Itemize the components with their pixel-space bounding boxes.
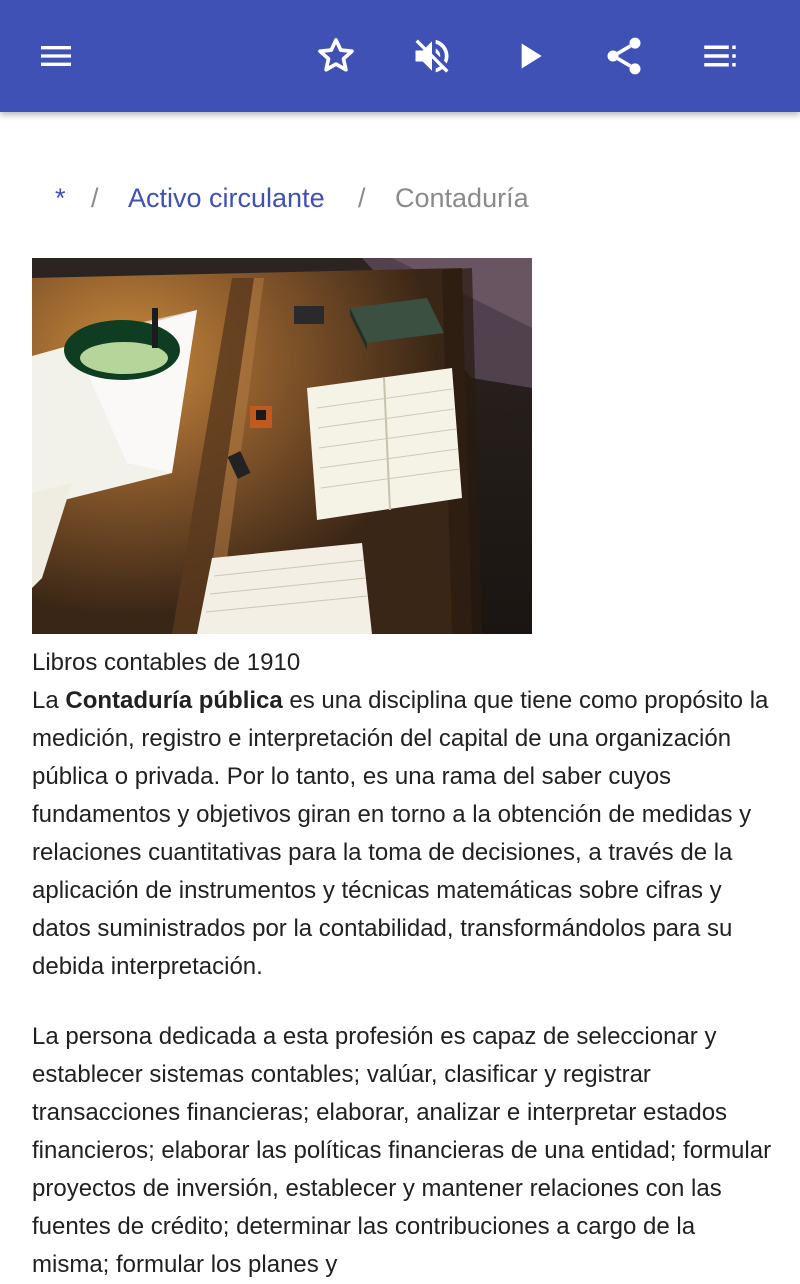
app-bar <box>0 0 800 112</box>
share-icon[interactable] <box>596 28 652 84</box>
playlist-icon[interactable] <box>692 28 748 84</box>
paragraph-text: es una disciplina que tiene como propósito la medición, registro e interpretación del capital de una organización pública o privada. Por lo tanto, es una rama del saber cuyos fundamentos y objetivos giran en torno a la obtención de medidas y relaciones cuantitativas para la toma de decisiones, a través de la aplicación de instrumentos y técnicas matemáticas sobre cifras y datos suministrados por la contabilidad, transformándolos para su debida interpretación. <box>32 687 769 980</box>
article-content <box>32 644 772 1284</box>
breadcrumb <box>0 176 800 220</box>
play-icon-graphic <box>510 36 550 76</box>
volume-off-icon[interactable] <box>404 28 460 84</box>
ledger-desk-photo <box>32 258 532 634</box>
mute-icon-graphic <box>410 34 454 78</box>
paragraph-lead: La <box>32 687 66 714</box>
breadcrumb-home-link[interactable]: * <box>55 183 66 213</box>
star-outline-icon[interactable] <box>308 28 364 84</box>
menu-icon[interactable] <box>28 28 84 84</box>
article-image[interactable] <box>32 258 532 634</box>
share-icon-graphic <box>602 34 646 78</box>
article-paragraph <box>32 682 772 986</box>
breadcrumb-parent-link[interactable]: Activo circulante <box>128 183 325 213</box>
breadcrumb-current: Contaduría <box>395 183 529 213</box>
article-term: Contaduría pública <box>65 687 283 714</box>
play-icon[interactable] <box>502 28 558 84</box>
menu-icon-graphic <box>36 36 76 76</box>
article-paragraph: La persona dedicada a esta profesión es capaz de seleccionar y establecer sistemas contables; valúar, clasificar y registrar transacciones financieras; elaborar, analizar e interpretar estados financieros; elaborar las políticas financieras de una entidad; formular proyectos de inversión, establecer y mantener relaciones con las fuentes de crédito; determinar las contribuciones a cargo de la misma; formular los planes y <box>32 1023 772 1278</box>
star-icon-graphic <box>314 34 358 78</box>
list-icon-graphic <box>699 35 741 77</box>
breadcrumb-separator: / <box>91 183 99 213</box>
image-caption: Libros contables de 1910 <box>32 649 301 676</box>
breadcrumb-separator: / <box>358 183 366 213</box>
